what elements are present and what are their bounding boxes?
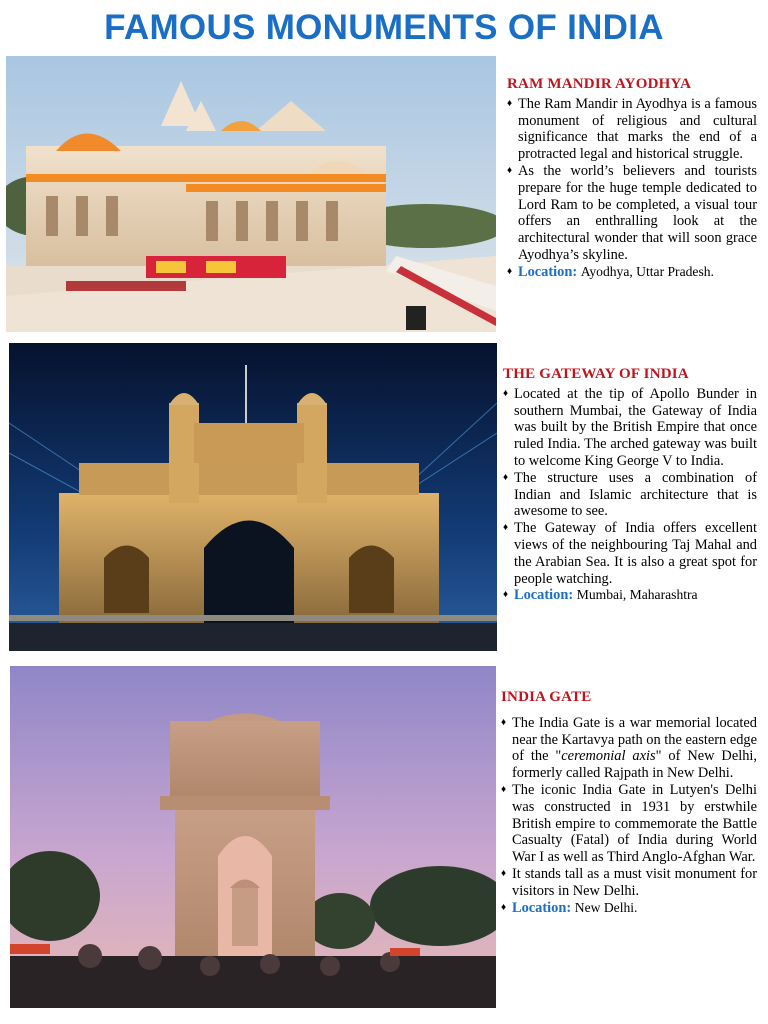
location-value: New Delhi. (574, 899, 638, 915)
gateway-of-india-photo (9, 343, 497, 651)
india-gate-text (501, 689, 757, 916)
section-heading: RAM MANDIR AYODHYA (507, 76, 692, 92)
list-item: ♦ As the world’s believers and tourists prepare for the huge temple dedicated to Lord Ram to be completed, a visual tour offers an enthralling look at the architectural wonder that will soon grace Ayodhya’s skyline. (507, 163, 757, 264)
location-value: Ayodhya, Uttar Pradesh. (580, 263, 714, 279)
page-title: FAMOUS MONUMENTS OF INDIA (104, 8, 664, 47)
list-item: ♦ The Ram Mandir in Ayodhya is a famous monument of religious and cultural significance that marks the end of a protracted legal and historical struggle. (507, 96, 757, 163)
list-item: ♦ The iconic India Gate in Lutyen's Delhi was constructed in 1931 by erstwhile British empire to commemorate the Battle Casualty (Fatal) of India during World War I as well as Third Anglo-Afghan War. (501, 782, 757, 866)
bullet-list (501, 715, 757, 917)
bullet-list (507, 96, 757, 281)
list-item: ♦ The India Gate is a war memorial located near the Kartavya path on the eastern edge of the "ceremonial axis" of New Delhi, formerly called Rajpath in New Delhi. (501, 715, 757, 782)
location-value: Mumbai, Maharashtra (576, 587, 698, 603)
section-heading: THE GATEWAY OF INDIA (503, 366, 689, 382)
bullet-list (503, 386, 757, 604)
gateway-of-india-text (503, 366, 757, 604)
location-item: ♦ Location: Ayodhya, Uttar Pradesh. (507, 264, 757, 281)
ram-mandir-text (507, 76, 757, 281)
location-item: ♦ Location: Mumbai, Maharashtra (503, 587, 757, 604)
location-label: Location (518, 263, 573, 280)
location-label: Location (512, 899, 567, 916)
section-heading: INDIA GATE (501, 689, 592, 705)
list-item: ♦ Located at the tip of Apollo Bunder in southern Mumbai, the Gateway of India was built by the British Empire that once ruled India. The arched gateway was built to welcome King George V to India. (503, 386, 757, 470)
india-gate-photo (10, 666, 496, 1008)
ram-mandir-photo (6, 56, 496, 332)
list-item: ♦ The Gateway of India offers excellent views of the neighbouring Taj Mahal and the Arabian Sea. It is also a great spot for people watching. (503, 520, 757, 587)
list-item: ♦ It stands tall as a must visit monument for visitors in New Delhi. (501, 866, 757, 900)
list-item: ♦ The structure uses a combination of Indian and Islamic architecture that is awesome to see. (503, 470, 757, 520)
location-item: ♦ Location: New Delhi. (501, 900, 757, 917)
location-label: Location (514, 587, 569, 604)
